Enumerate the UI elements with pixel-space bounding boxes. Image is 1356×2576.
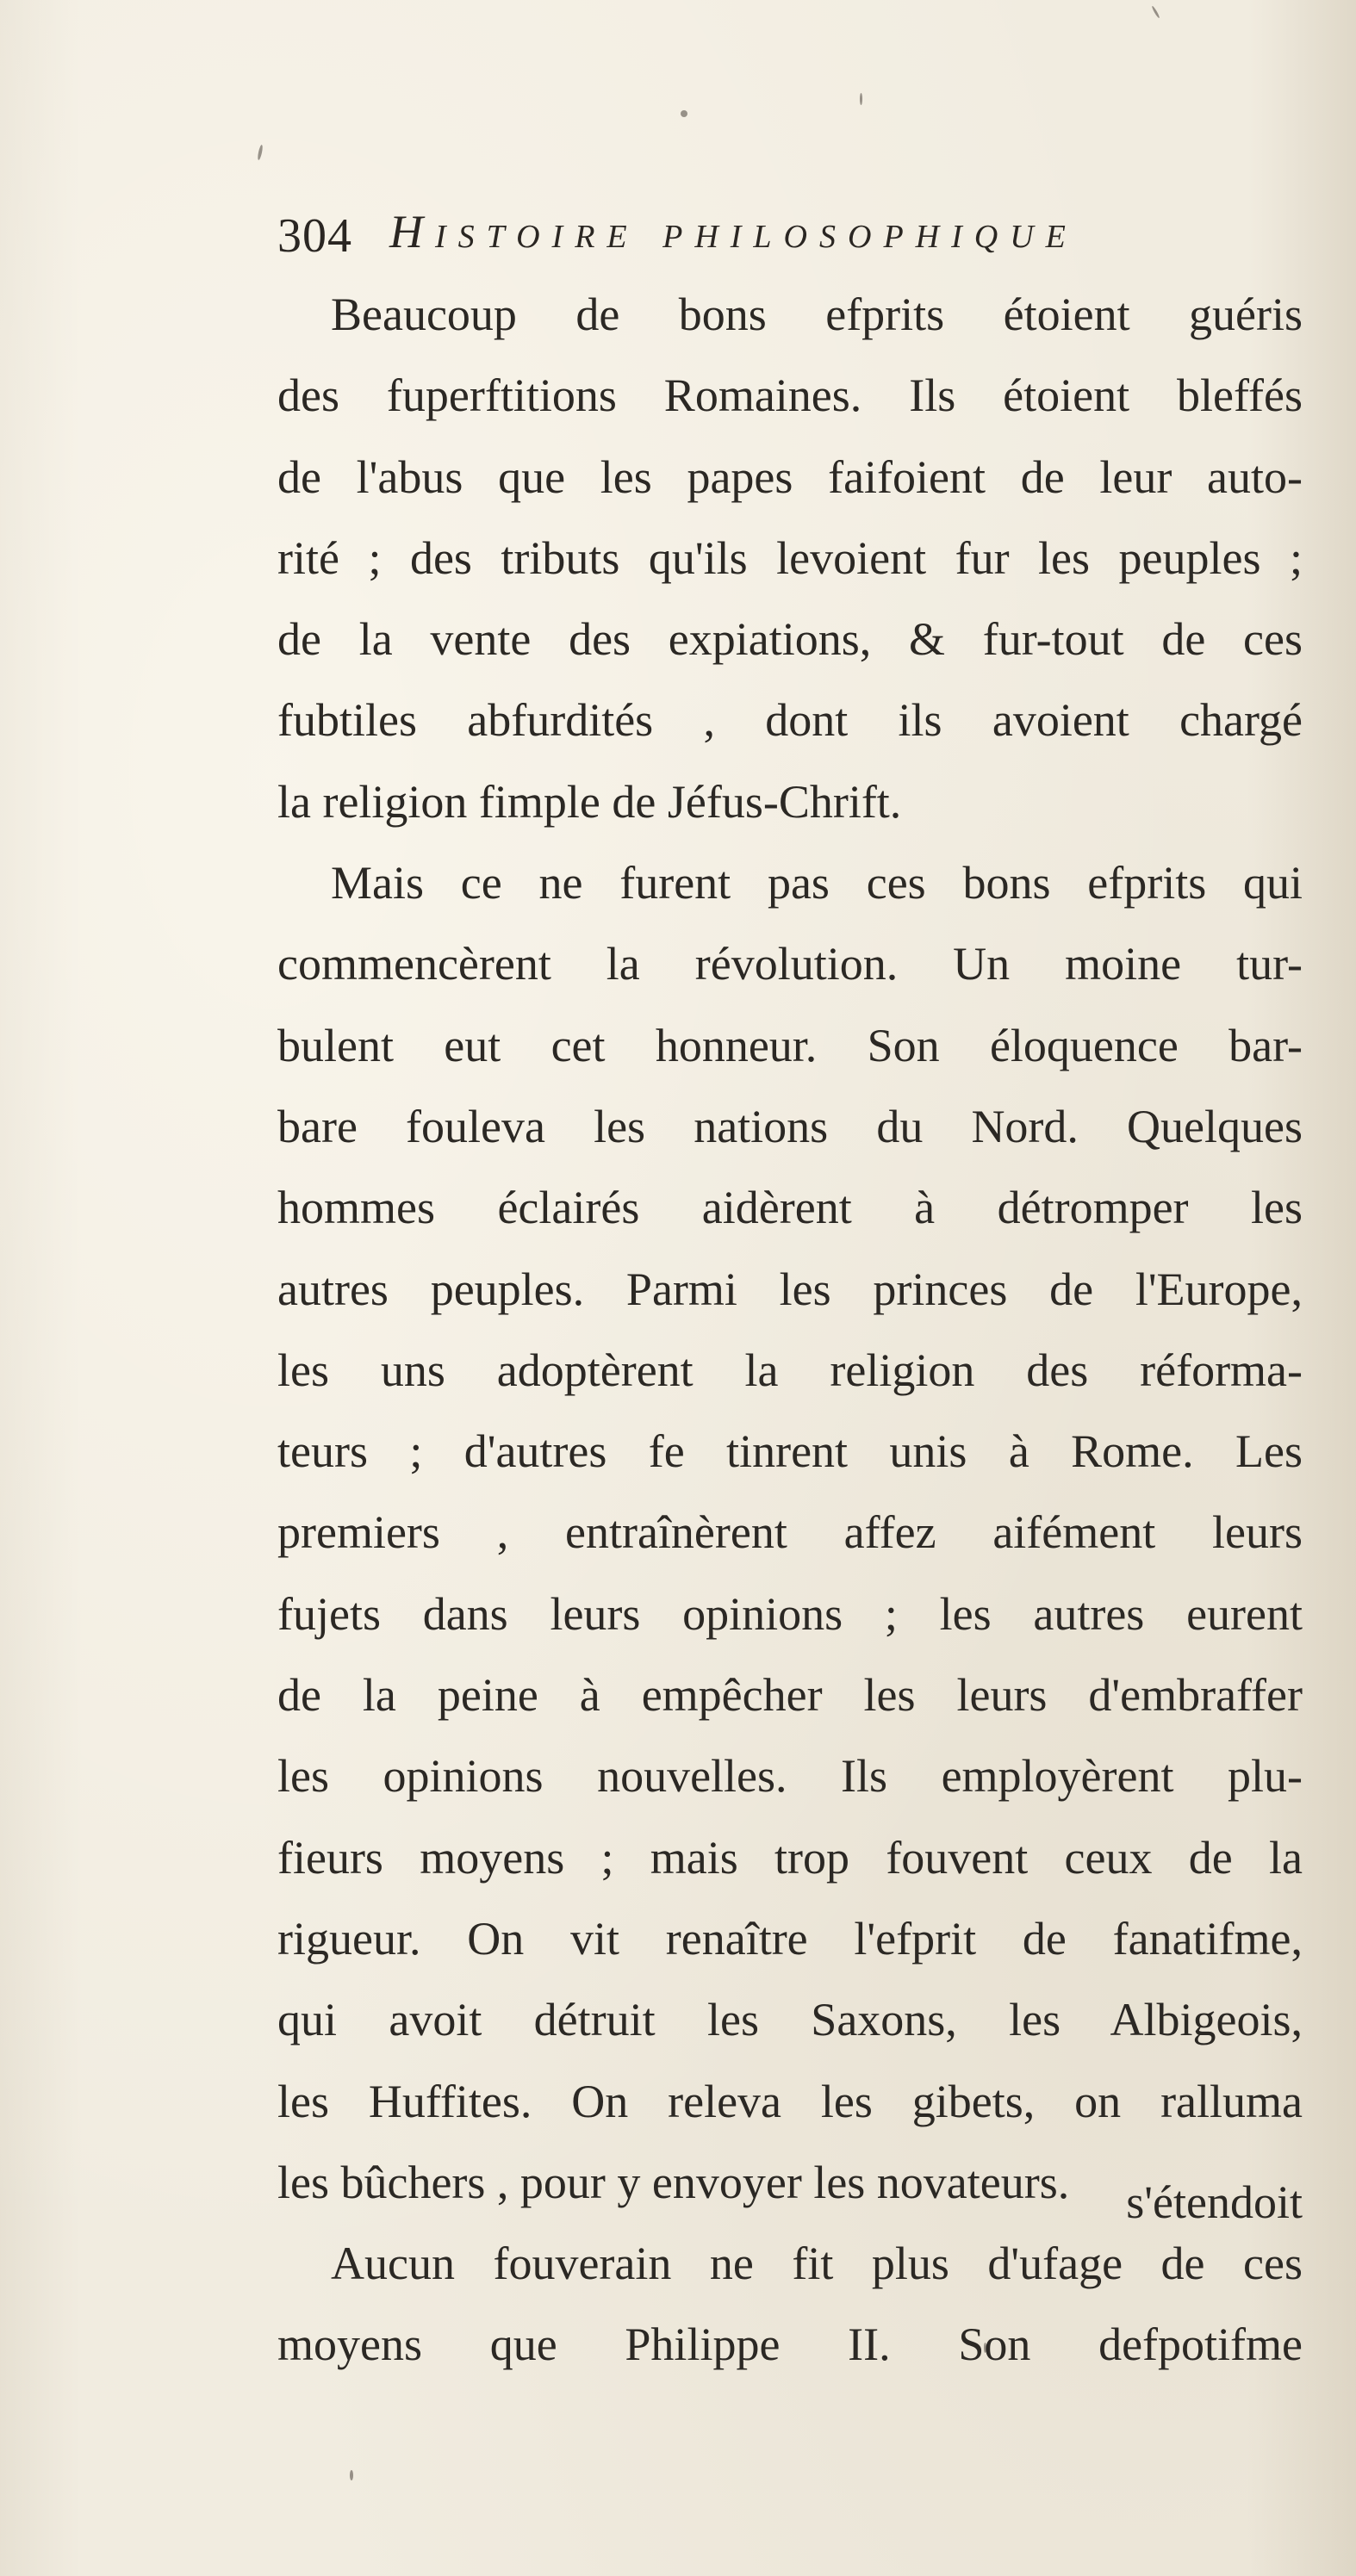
text-line: de la peine à empêcher les leurs d'embraffer (277, 1669, 1303, 1722)
text-line: bulent eut cet honneur. Son éloquence bar- (277, 1019, 1303, 1071)
text-line: les Huffites. On releva les gibets, on ralluma (277, 2075, 1303, 2127)
ink-speck (860, 93, 862, 105)
text-line: fubtiles abfurdités , dont ils avoient chargé (277, 694, 1303, 747)
text-line: qui avoit détruit les Saxons, les Albigeois, (277, 1994, 1303, 2046)
page-header (277, 205, 1277, 274)
text-line: les opinions nouvelles. Ils employèrent plu- (277, 1750, 1303, 1803)
text-line: les uns adoptèrent la religion des réforma- (277, 1344, 1303, 1396)
text-line: fieurs moyens ; mais trop fouvent ceux de la (277, 1831, 1303, 1884)
ink-speck (681, 110, 687, 117)
text-line: autres peuples. Parmi les princes de l'Europe, (277, 1263, 1303, 1315)
text-line: teurs ; d'autres fe tinrent unis à Rome. Les (277, 1425, 1303, 1478)
ink-speck (257, 145, 264, 160)
text-line: rigueur. On vit renaître l'efprit de fanatifme, (277, 1912, 1303, 1965)
body-text (277, 274, 1303, 2386)
text-line: rité ; des tributs qu'ils levoient fur les peuples ; (277, 531, 1303, 584)
text-line: les bûchers , pour y envoyer les novateurs. (277, 2156, 1070, 2208)
text-line: bare fouleva les nations du Nord. Quelques (277, 1100, 1303, 1152)
ink-speck (350, 2470, 353, 2480)
ink-speck (1151, 5, 1160, 18)
text-line: premiers , entraînèrent affez aifément leurs (277, 1506, 1303, 1559)
text-line: hommes éclairés aidèrent à détromper les (277, 1182, 1303, 1234)
text-line: de la vente des expiations, & fur-tout de ces (277, 613, 1303, 666)
text-line: Mais ce ne furent pas ces bons efprits qui (331, 857, 1303, 909)
text-line: des fuperftitions Romaines. Ils étoient bleffés (277, 369, 1303, 422)
text-line: commencèrent la révolution. Un moine tur- (277, 938, 1303, 990)
page-number: 304 (277, 209, 352, 263)
text-line: Aucun fouverain ne fit plus d'ufage de ces (331, 2238, 1303, 2290)
running-title: Histoire philosophique (389, 206, 1078, 258)
text-line: Beaucoup de bons efprits étoient guéris (331, 289, 1303, 340)
text-line: la religion fimple de Jéfus-Chrift. (277, 775, 902, 828)
text-line: moyens que Philippe II. Son defpotifme (277, 2318, 1303, 2371)
text-line: fujets dans leurs opinions ; les autres eurent (277, 1587, 1303, 1640)
text-line: de l'abus que les papes faifoient de leur auto- (277, 450, 1303, 503)
catchword: s'étendoit (1126, 2176, 1303, 2228)
